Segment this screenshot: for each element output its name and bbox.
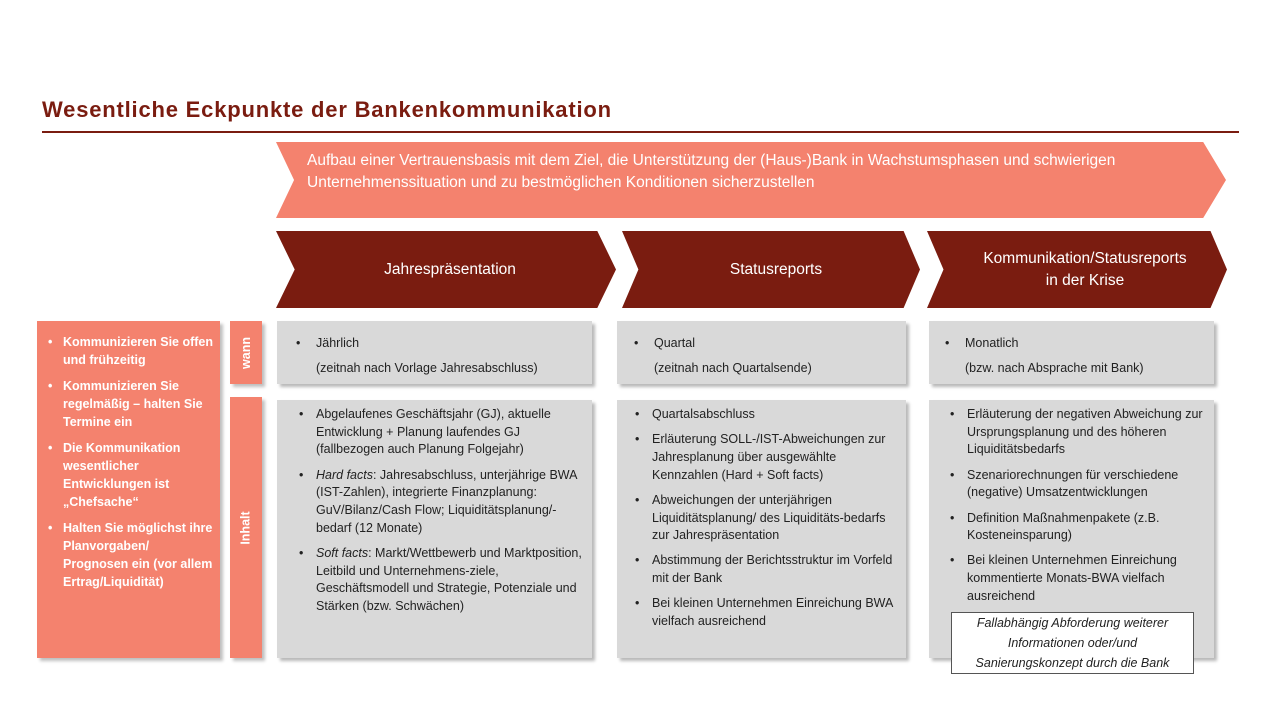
list-item: • Bei kleinen Unternehmen Einreichung BWA vielfach ausreichend — [632, 595, 894, 630]
list-item — [296, 467, 586, 538]
list-item: • Abstimmung der Berichtsstruktur im Vorfeld mit der Bank — [632, 552, 894, 587]
recommendation-item: • Kommunizieren Sie offen und frühzeitig — [45, 333, 214, 369]
hard-facts-label: Hard facts — [316, 467, 373, 482]
row-label-wann — [230, 321, 262, 384]
chevron-label-jahrespraesentation: Jahrespräsentation — [384, 260, 516, 278]
row-label-inhalt — [230, 397, 262, 658]
list-item: • Definition Maßnahmenpakete (z.B. Kosteneinsparung) — [947, 510, 1209, 545]
list-item: • Erläuterung der negativen Abweichung zur Ursprungsplanung und des höheren Liquiditätsbedarfs — [947, 406, 1209, 459]
list-item: • Abgelaufenes Geschäftsjahr (GJ), aktuelle Entwicklung + Planung laufendes GJ (fallbezogen auch Planung Folgejahr) — [296, 406, 586, 459]
bullet-icon: • — [634, 336, 639, 350]
inhalt-list-statusreports — [632, 406, 894, 638]
note-box — [951, 612, 1194, 674]
wann-main: Jährlich — [316, 336, 360, 350]
note-text: Fallabhängig Abforderung weiterer Informationen oder/und Sanierungskonzept durch die Bank — [975, 616, 1170, 670]
inhalt-list-krise — [947, 406, 1209, 613]
bullet-icon: • — [945, 336, 950, 350]
page-title: Wesentliche Eckpunkte der Bankenkommunikation — [42, 97, 612, 122]
goal-banner-text: Aufbau einer Vertrauensbasis mit dem Ziel, die Unterstützung der (Haus-)Bank in Wachstumsphasen und schwierigen Unternehmenssituation und zu bestmöglichen Konditionen sicherzustellen — [307, 152, 1116, 191]
soft-facts-label: Soft facts — [316, 545, 369, 560]
list-item: • Bei kleinen Unternehmen Einreichung kommentierte Monats-BWA vielfach ausreichend — [947, 552, 1209, 605]
wann-sub: (zeitnah nach Vorlage Jahresabschluss) — [316, 361, 538, 375]
wann-main: Monatlich — [965, 336, 1019, 350]
wann-sub: (zeitnah nach Quartalsende) — [654, 361, 812, 375]
recommendations-box — [37, 321, 220, 658]
recommendation-item: • Halten Sie möglichst ihre Planvorgaben/ Prognosen ein (vor allem Ertrag/Liquidität) — [45, 519, 214, 591]
inhalt-list-jahrespraesentation — [296, 406, 586, 623]
wann-text-krise — [945, 334, 1144, 377]
chevron-label-krise-line1: Kommunikation/Statusreports — [983, 249, 1187, 267]
recommendations-list — [45, 333, 214, 591]
row-label-inhalt-text: Inhalt — [239, 510, 253, 545]
hard-facts-text: : Jahresabschluss, unterjährige BWA (IST-Zahlen), integrierte Finanzplanung: GuV/Bilanz/Cash Flow; Liquiditätsplanung/-bedarf (12 Monate) — [316, 467, 577, 535]
list-item: • Szenariorechnungen für verschiedene (negative) Umsatzentwicklungen — [947, 467, 1209, 502]
recommendation-item: • Kommunizieren Sie regelmäßig – halten Sie Termine ein — [45, 377, 214, 431]
wann-sub: (bzw. nach Absprache mit Bank) — [965, 361, 1144, 375]
chevron-label-krise-line2: in der Krise — [1045, 271, 1125, 289]
title-divider — [42, 131, 1239, 133]
chevron-label-krise — [942, 231, 1228, 308]
wann-main: Quartal — [654, 336, 695, 350]
bullet-icon: • — [296, 336, 301, 350]
recommendation-item: • Die Kommunikation wesentlicher Entwicklungen ist „Chefsache“ — [45, 439, 214, 511]
list-item: • Erläuterung SOLL-/IST-Abweichungen zur Jahresplanung über ausgewählte Kennzahlen (Hard + Soft facts) — [632, 431, 894, 484]
row-label-wann-text: wann — [238, 336, 253, 369]
list-item: • Abweichungen der unterjährigen Liquiditätsplanung/ des Liquiditäts-bedarfs zur Jahrespräsentation — [632, 492, 894, 545]
list-item: • Quartalsabschluss — [632, 406, 894, 424]
wann-text-statusreports — [634, 334, 812, 377]
chevron-label-statusreports: Statusreports — [729, 260, 823, 278]
wann-text-jahrespraesentation — [296, 334, 538, 377]
list-item — [296, 545, 586, 616]
soft-facts-text: : Markt/Wettbewerb und Marktposition, Leitbild und Unternehmens-ziele, Geschäftsmodell und Strategie, Potenziale und Stärken (bzw. Schwächen) — [316, 545, 582, 614]
